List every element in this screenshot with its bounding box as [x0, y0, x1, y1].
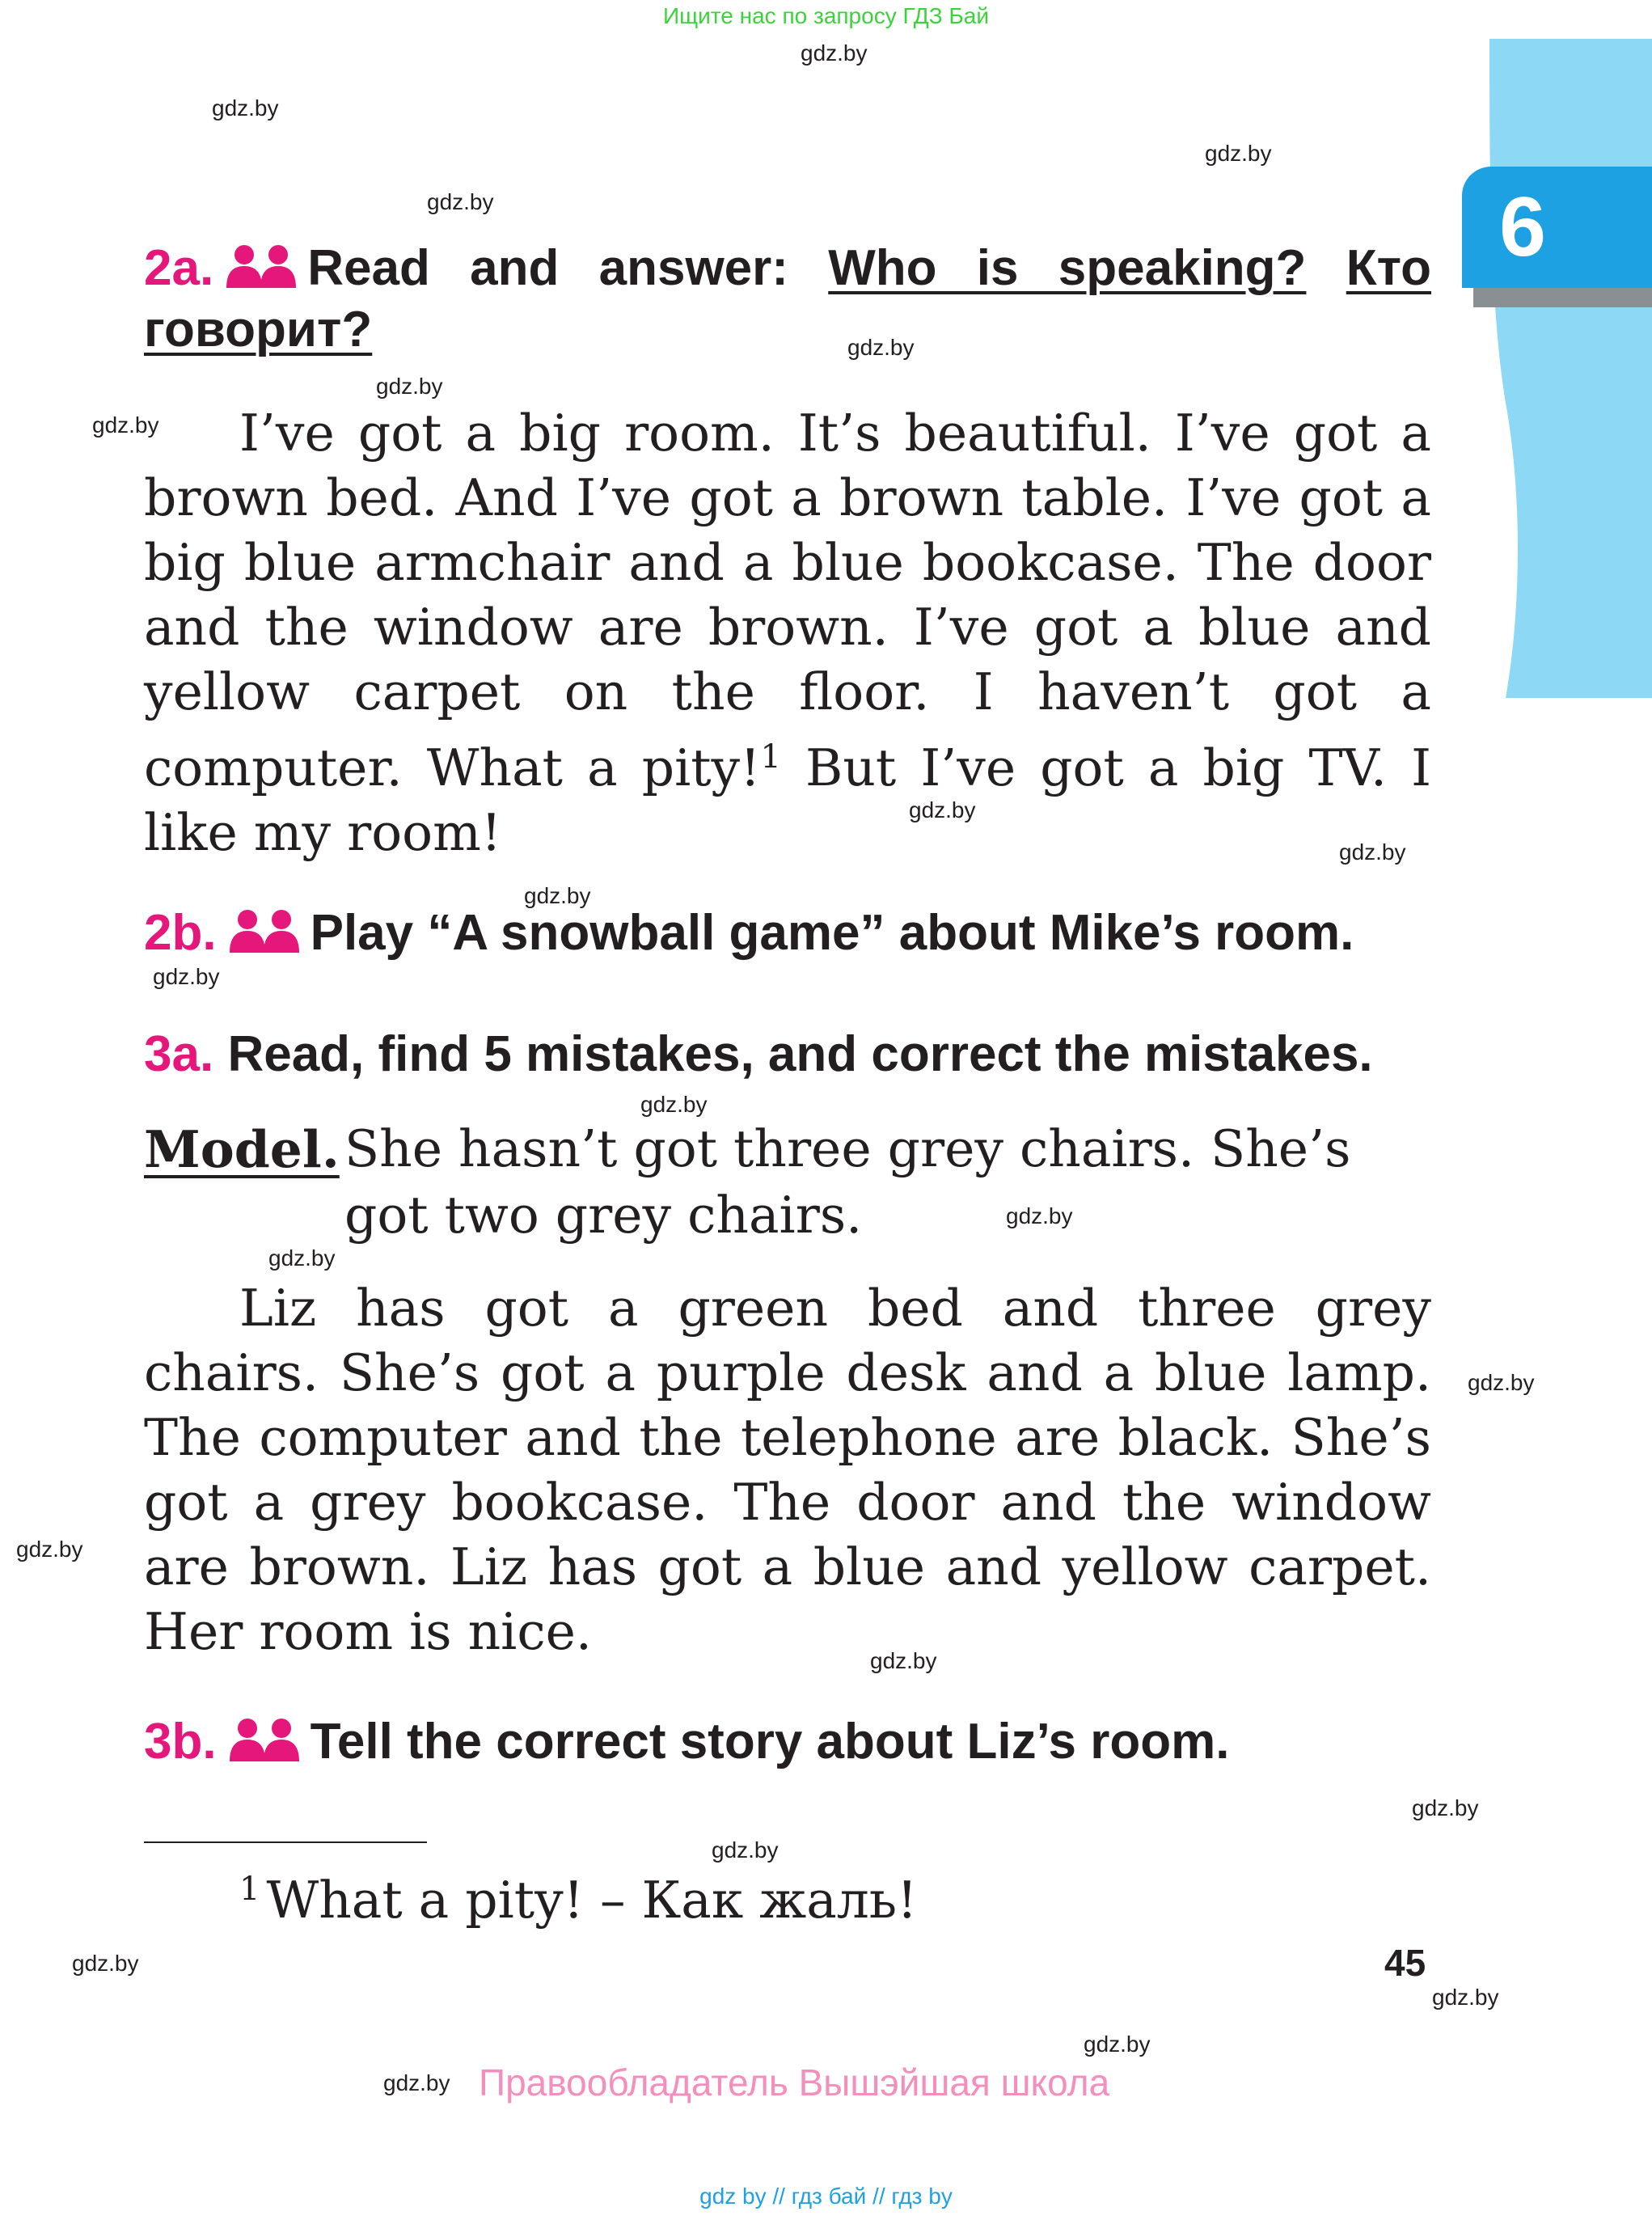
watermark: gdz.by: [640, 1092, 708, 1117]
chapter-side-tab: [1489, 39, 1652, 698]
footnote-marker: 1: [760, 738, 781, 776]
pair-work-icon: [230, 1716, 299, 1774]
watermark: gdz.by: [268, 1245, 336, 1271]
watermark: gdz.by: [870, 1648, 937, 1673]
model-label: Model.: [144, 1119, 340, 1179]
task-number: 2a.: [144, 240, 214, 296]
footnote-text: What a pity! – Как жаль!: [266, 1871, 918, 1930]
watermark: gdz.by: [153, 964, 220, 989]
task-number: 3b.: [144, 1714, 217, 1769]
footnote: [239, 1857, 917, 1933]
watermark: gdz.by: [1468, 1370, 1535, 1395]
watermark: gdz.by: [212, 95, 279, 121]
task-instruction: Play “A snowball game” about Mike’s room.: [310, 905, 1354, 961]
watermark: gdz.by: [1339, 839, 1406, 865]
watermark: gdz.by: [383, 2070, 450, 2095]
copyright-note: Правообладатель Вышэйшая школа: [479, 2061, 1110, 2103]
bottom-links[interactable]: gdz by // гдз бай // гдз by: [699, 2184, 953, 2209]
footnote-number: 1: [239, 1871, 260, 1908]
task-number: 2b.: [144, 905, 217, 961]
task-2a-text: [144, 401, 1431, 865]
task-2a-heading: [144, 239, 1431, 359]
watermark: gdz.by: [1006, 1203, 1073, 1228]
text-body-continued: But I’ve got a big TV. I like my room!: [144, 738, 1431, 862]
watermark: gdz.by: [92, 412, 159, 438]
page-number: 45: [1384, 1942, 1426, 1984]
watermark: gdz.by: [1412, 1795, 1479, 1820]
chapter-number: 6: [1499, 180, 1546, 274]
model-text: She hasn’t got three grey chairs. She’s got two grey chairs.: [344, 1119, 1351, 1245]
watermark: gdz.by: [72, 1951, 139, 1976]
watermark: gdz.by: [376, 374, 443, 399]
task-instruction: Read and answer:: [307, 240, 788, 296]
question-ru: Кто говорит?: [144, 240, 1431, 357]
footnote-divider: [144, 1841, 427, 1843]
text-body: I’ve got a big room. It’s beautiful. I’ve got a brown bed. And I’ve got a brown table. I’ve got a big blue armchair and a blue bookcase. The door and the window are brown. I’ve got a blue and yellow carpet on the floor. I haven’t got a computer. What a pity!: [144, 404, 1431, 797]
watermark: gdz.by: [801, 40, 868, 66]
task-number: 3a.: [144, 1026, 214, 1082]
watermark: gdz.by: [16, 1537, 83, 1562]
question-en: Who is speaking?: [828, 240, 1307, 296]
watermark: gdz.by: [427, 189, 494, 214]
watermark: gdz.by: [524, 883, 591, 908]
pair-work-icon: [230, 907, 299, 966]
watermark: gdz.by: [1205, 141, 1272, 166]
task-3a-text: [144, 1276, 1431, 1664]
model-example: [144, 1116, 1431, 1249]
task-instruction: Read, find 5 mistakes, and correct the mistakes.: [227, 1026, 1373, 1082]
watermark: gdz.by: [1432, 1985, 1499, 2010]
task-2b-heading: [144, 904, 1431, 966]
watermark: gdz.by: [1084, 2032, 1151, 2057]
pair-work-icon: [226, 243, 296, 301]
task-3a-heading: [144, 1025, 1431, 1084]
watermark: gdz.by: [847, 335, 915, 360]
text-body: Liz has got a green bed and three grey chairs. She’s got a purple desk and a blue lamp. The computer and the telephone are black. She’s got a grey bookcase. The door and the window are brown. Liz has got a blue and yellow carpet. Her room is nice.: [144, 1279, 1431, 1661]
watermark: gdz.by: [712, 1837, 779, 1862]
chapter-tab-shadow: [1473, 288, 1652, 307]
watermark: gdz.by: [909, 797, 976, 822]
task-instruction: Tell the correct story about Liz’s room.: [310, 1714, 1230, 1769]
task-3b-heading: [144, 1713, 1431, 1774]
header-note: Ищите нас по запросу ГДЗ Бай: [662, 3, 990, 28]
